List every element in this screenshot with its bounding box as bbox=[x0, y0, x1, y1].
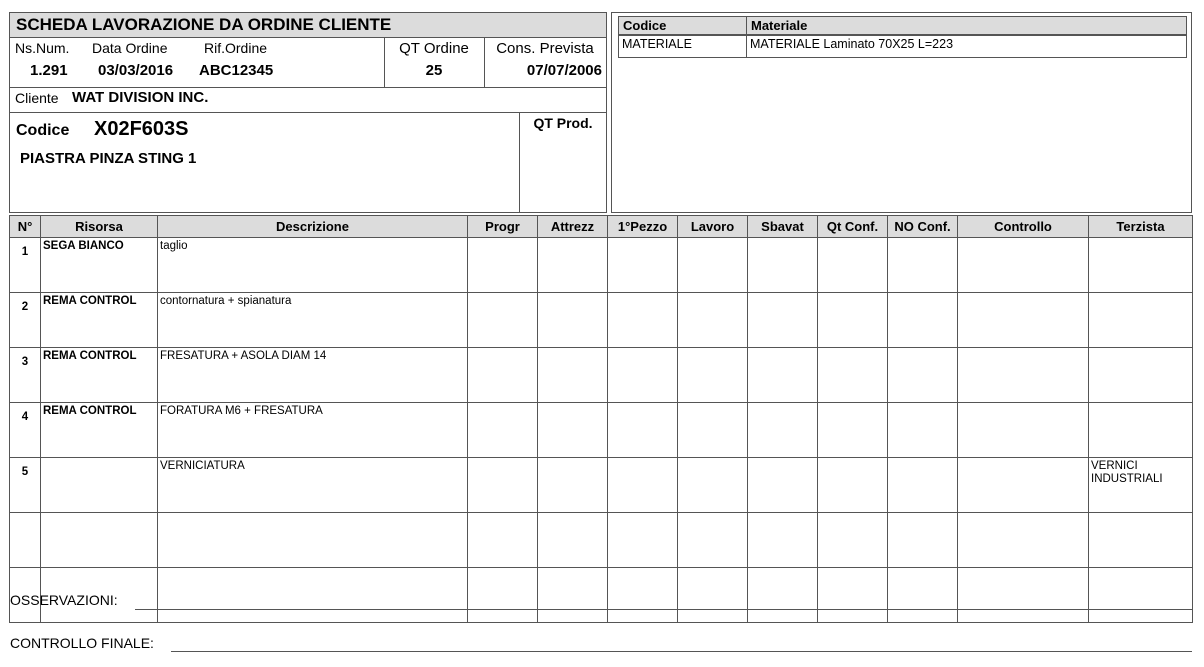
row-risorsa: REMA CONTROL bbox=[41, 403, 158, 458]
title-divider bbox=[10, 37, 606, 38]
table-row bbox=[10, 403, 1193, 458]
qt-prod-label: QT Prod. bbox=[533, 115, 593, 131]
controllo-finale-label: CONTROLLO FINALE: bbox=[10, 635, 154, 651]
row-controllo[interactable] bbox=[958, 458, 1089, 513]
row-controllo[interactable] bbox=[958, 513, 1089, 568]
row-primo-pezzo[interactable] bbox=[608, 403, 678, 458]
row-terzista bbox=[1089, 568, 1193, 623]
table-row bbox=[10, 293, 1193, 348]
row-num: 4 bbox=[10, 403, 41, 458]
row-qt-conf[interactable] bbox=[818, 568, 888, 623]
row-num: 5 bbox=[10, 458, 41, 513]
row-lavoro[interactable] bbox=[678, 513, 748, 568]
row-primo-pezzo[interactable] bbox=[608, 568, 678, 623]
materials-cell-materiale: MATERIALE Laminato 70X25 L=223 bbox=[746, 35, 1187, 58]
row-primo-pezzo[interactable] bbox=[608, 513, 678, 568]
rif-ordine-label: Rif.Ordine bbox=[204, 40, 268, 56]
qt-ordine-value: 25 bbox=[425, 62, 443, 79]
row-terzista bbox=[1089, 513, 1193, 568]
row-attrezz[interactable] bbox=[538, 403, 608, 458]
row-descrizione: FORATURA M6 + FRESATURA bbox=[158, 403, 468, 458]
table-row bbox=[10, 458, 1193, 513]
row-sbavat[interactable] bbox=[748, 293, 818, 348]
row-num: 3 bbox=[10, 348, 41, 403]
table-row bbox=[10, 348, 1193, 403]
row-terzista bbox=[1089, 238, 1193, 293]
col-header-num: N° bbox=[10, 216, 41, 238]
row-sbavat[interactable] bbox=[748, 513, 818, 568]
operations-header-row bbox=[10, 216, 1193, 238]
article-description: PIASTRA PINZA STING 1 bbox=[20, 150, 197, 167]
row-descrizione bbox=[158, 568, 468, 623]
table-row bbox=[10, 238, 1193, 293]
row-sbavat[interactable] bbox=[748, 348, 818, 403]
table-row bbox=[10, 568, 1193, 623]
row-terzista bbox=[1089, 348, 1193, 403]
row-sbavat[interactable] bbox=[748, 568, 818, 623]
row-descrizione: contornatura + spianatura bbox=[158, 293, 468, 348]
row-lavoro[interactable] bbox=[678, 238, 748, 293]
row-progr[interactable] bbox=[468, 458, 538, 513]
row-risorsa: SEGA BIANCO bbox=[41, 238, 158, 293]
cliente-value: WAT DIVISION INC. bbox=[72, 89, 209, 106]
row-no-conf[interactable] bbox=[888, 568, 958, 623]
row-qt-conf[interactable] bbox=[818, 293, 888, 348]
controllo-finale-line[interactable] bbox=[171, 651, 1192, 652]
cons-prevista-label: Cons. Prevista bbox=[496, 40, 594, 57]
row-controllo[interactable] bbox=[958, 238, 1089, 293]
row-primo-pezzo[interactable] bbox=[608, 458, 678, 513]
row-attrezz[interactable] bbox=[538, 238, 608, 293]
row-no-conf[interactable] bbox=[888, 403, 958, 458]
cons-prevista-value: 07/07/2006 bbox=[526, 62, 602, 79]
row-lavoro[interactable] bbox=[678, 348, 748, 403]
operations-table bbox=[9, 215, 1193, 623]
qt-ordine-label: QT Ordine bbox=[399, 40, 469, 57]
row-descrizione: VERNICIATURA bbox=[158, 458, 468, 513]
row-attrezz[interactable] bbox=[538, 513, 608, 568]
data-ordine-label: Data Ordine bbox=[92, 40, 168, 56]
row-attrezz[interactable] bbox=[538, 293, 608, 348]
row-progr[interactable] bbox=[468, 403, 538, 458]
page-title: SCHEDA LAVORAZIONE DA ORDINE CLIENTE bbox=[10, 13, 606, 37]
row-lavoro[interactable] bbox=[678, 568, 748, 623]
col-header-risorsa: Risorsa bbox=[41, 216, 158, 238]
cliente-divider bbox=[10, 112, 606, 113]
row-terzista bbox=[1089, 403, 1193, 458]
row-attrezz[interactable] bbox=[538, 568, 608, 623]
data-ordine-value: 03/03/2016 bbox=[98, 62, 174, 79]
row-primo-pezzo[interactable] bbox=[608, 348, 678, 403]
codice-label: Codice bbox=[16, 122, 70, 139]
row-qt-conf[interactable] bbox=[818, 348, 888, 403]
row-lavoro[interactable] bbox=[678, 458, 748, 513]
col-header-no-conf: NO Conf. bbox=[888, 216, 958, 238]
col-header-primo-pezzo: 1°Pezzo bbox=[608, 216, 678, 238]
row-qt-conf[interactable] bbox=[818, 238, 888, 293]
row-controllo[interactable] bbox=[958, 403, 1089, 458]
info-divider bbox=[10, 87, 606, 88]
row-controllo[interactable] bbox=[958, 293, 1089, 348]
row-sbavat[interactable] bbox=[748, 458, 818, 513]
cliente-label: Cliente bbox=[15, 90, 59, 106]
row-risorsa bbox=[41, 458, 158, 513]
row-risorsa bbox=[41, 513, 158, 568]
row-qt-conf[interactable] bbox=[818, 403, 888, 458]
row-no-conf[interactable] bbox=[888, 458, 958, 513]
row-descrizione: FRESATURA + ASOLA DIAM 14 bbox=[158, 348, 468, 403]
row-attrezz[interactable] bbox=[538, 458, 608, 513]
col-header-attrezz: Attrezz bbox=[538, 216, 608, 238]
rif-ordine-value: ABC12345 bbox=[199, 62, 274, 79]
row-attrezz[interactable] bbox=[538, 348, 608, 403]
row-lavoro[interactable] bbox=[678, 293, 748, 348]
row-risorsa: REMA CONTROL bbox=[41, 293, 158, 348]
materials-header-codice: Codice bbox=[618, 16, 747, 35]
row-sbavat[interactable] bbox=[748, 238, 818, 293]
codice-value: X02F603S bbox=[94, 118, 189, 140]
row-lavoro[interactable] bbox=[678, 403, 748, 458]
row-no-conf[interactable] bbox=[888, 238, 958, 293]
row-primo-pezzo[interactable] bbox=[608, 238, 678, 293]
col-header-sbavat: Sbavat bbox=[748, 216, 818, 238]
row-risorsa: REMA CONTROL bbox=[41, 348, 158, 403]
col-header-qt-conf: Qt Conf. bbox=[818, 216, 888, 238]
row-progr[interactable] bbox=[468, 238, 538, 293]
row-num: 1 bbox=[10, 238, 41, 293]
row-descrizione: taglio bbox=[158, 238, 468, 293]
row-controllo[interactable] bbox=[958, 348, 1089, 403]
row-progr[interactable] bbox=[468, 513, 538, 568]
row-no-conf[interactable] bbox=[888, 348, 958, 403]
row-no-conf[interactable] bbox=[888, 513, 958, 568]
row-controllo[interactable] bbox=[958, 568, 1089, 623]
table-row bbox=[10, 513, 1193, 568]
row-sbavat[interactable] bbox=[748, 403, 818, 458]
osservazioni-line[interactable] bbox=[135, 609, 1192, 610]
ns-num-value: 1.291 bbox=[30, 62, 68, 79]
row-primo-pezzo[interactable] bbox=[608, 293, 678, 348]
col-header-progr: Progr bbox=[468, 216, 538, 238]
row-descrizione bbox=[158, 513, 468, 568]
col-header-controllo: Controllo bbox=[958, 216, 1089, 238]
ns-num-label: Ns.Num. bbox=[15, 40, 70, 56]
row-qt-conf[interactable] bbox=[818, 458, 888, 513]
materials-header-materiale: Materiale bbox=[746, 16, 1187, 35]
row-num: 2 bbox=[10, 293, 41, 348]
row-progr[interactable] bbox=[468, 293, 538, 348]
row-progr[interactable] bbox=[468, 568, 538, 623]
col-header-descrizione: Descrizione bbox=[158, 216, 468, 238]
row-progr[interactable] bbox=[468, 348, 538, 403]
row-no-conf[interactable] bbox=[888, 293, 958, 348]
row-terzista bbox=[1089, 293, 1193, 348]
row-num bbox=[10, 513, 41, 568]
col-header-lavoro: Lavoro bbox=[678, 216, 748, 238]
row-terzista: VERNICI INDUSTRIALI bbox=[1089, 458, 1193, 513]
row-qt-conf[interactable] bbox=[818, 513, 888, 568]
col-header-terzista: Terzista bbox=[1089, 216, 1193, 238]
osservazioni-label: OSSERVAZIONI: bbox=[10, 592, 118, 608]
materials-cell-codice: MATERIALE bbox=[618, 35, 747, 58]
